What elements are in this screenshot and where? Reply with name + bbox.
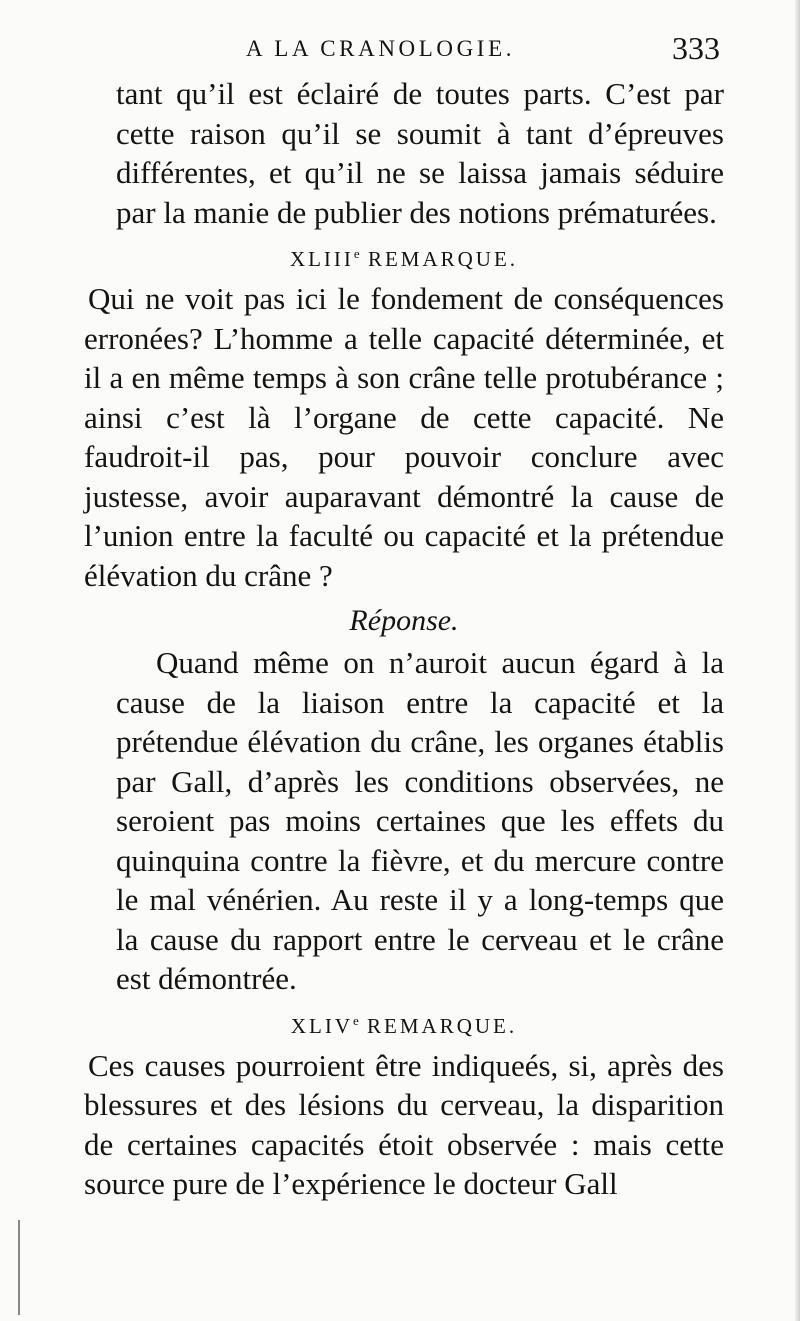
remark-heading-44 <box>84 1005 724 1042</box>
remark-word: REMARQUE. <box>367 1013 518 1038</box>
paragraph-remark-43: Qui ne voit pas ici le fondement de conséquences erronées? L’homme a telle capacité déterminée, et il a en même temps à son crâne telle protubérance ; ainsi c’est là l’organe de cette capacité. Ne faudroit-il pas, pour pouvoir conclure avec justesse, avoir auparavant démontré la cause de l’union entre la faculté ou capacité et la prétendue élévation du crâne ? <box>84 281 724 593</box>
remark-heading-43 <box>84 238 724 275</box>
remark-number: XLIII <box>289 247 354 271</box>
remark-number: XLIV <box>290 1013 354 1038</box>
remark-word: REMARQUE. <box>367 247 519 271</box>
paragraph-remark-44: Ces causes pourroient être indiqueés, si, après des blessures et des lésions du cerveau, la disparition de certaines capacités étoit observée : mais cette source pure de l’expérience le docteur Gall <box>84 1047 724 1201</box>
running-title: A LA CRANOLOGIE. <box>246 36 516 61</box>
running-head <box>118 30 720 70</box>
text-body <box>84 74 724 1204</box>
page-number: 333 <box>672 30 720 66</box>
paragraph-reponse: Quand même on n’auroit aucun égard à la cause de la liaison entre la capacité et la prétendue élévation du crâne, les organes établis par Gall, d’après les conditions observées, ne seroient pas moins certaines que les effets du quinquina contre la fièvre, et du mercure contre le mal vénérien. Au reste il y a long-temps que la cause du rapport entre le cerveau et le crâne est démontrée. <box>116 645 724 996</box>
remark-ordinal-suffix: e <box>353 246 360 261</box>
reponse-heading: Réponse. <box>349 604 459 637</box>
paragraph-continued: tant qu’il est éclairé de toutes parts. C’est par cette raison qu’il se soumit à tant d’épreuves différentes, et qu’il ne se laissa jamais séduire par la manie de publier des notions prématurées. <box>116 76 724 230</box>
remark-ordinal-suffix: e <box>353 1012 359 1028</box>
